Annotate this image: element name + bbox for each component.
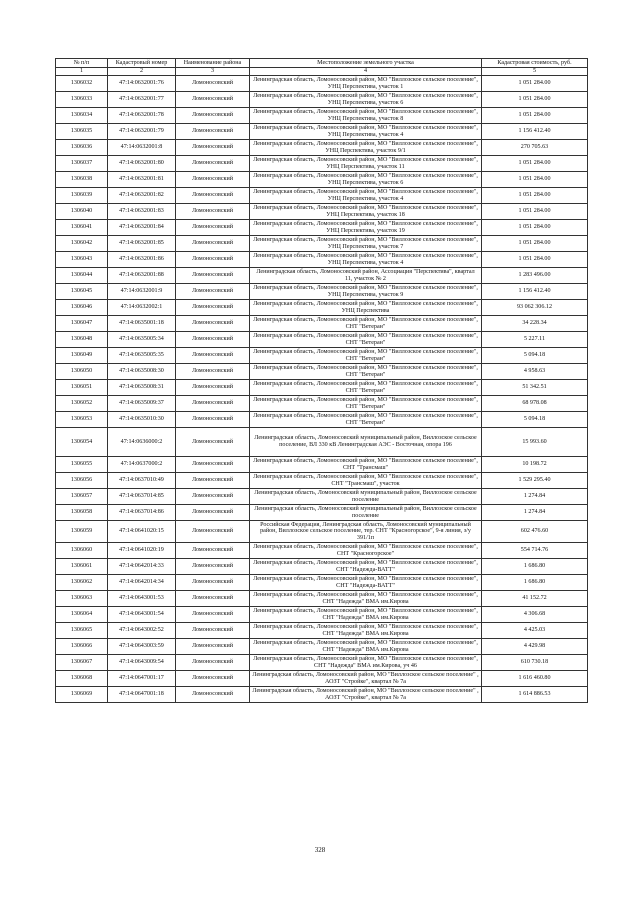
cadastral-number: 47:14:0635008:31	[108, 380, 176, 396]
table-row	[56, 559, 588, 575]
location: Ленинградская область, Ломоносовский район, МО "Виллозское сельское поселение", СНТ "Ветеран"	[250, 332, 482, 348]
cadastral-value: 34 228.34	[482, 316, 588, 332]
row-index: 1306049	[56, 348, 108, 364]
row-index: 1306060	[56, 543, 108, 559]
row-index: 1306064	[56, 607, 108, 623]
row-index: 1306036	[56, 140, 108, 156]
location: Ленинградская область, Ломоносовский район, МО "Виллозское сельское поселение", УНЦ Перспектива, участок 4	[250, 188, 482, 204]
district-name: Ломоносовский	[176, 332, 250, 348]
table-row	[56, 623, 588, 639]
cadastral-number: 47:14:0635009:37	[108, 396, 176, 412]
cadastral-value: 5 227.11	[482, 332, 588, 348]
cadastral-value: 1 686.80	[482, 559, 588, 575]
location: Ленинградская область, Ломоносовский район, МО "Виллозское сельское поселение", УНЦ Перспектива, участок 4	[250, 124, 482, 140]
cadastral-value: 1 274.84	[482, 505, 588, 521]
district-name: Ломоносовский	[176, 559, 250, 575]
location: Российская Федерация, Ленинградская область, Ломоносовский муниципальный район, Виллозское сельское поселение, тер. СНТ "Красногорское", 9-я линия, з/у 391/1п	[250, 521, 482, 543]
cadastral-table	[55, 58, 588, 703]
table-row	[56, 220, 588, 236]
location: Ленинградская область, Ломоносовский район, МО "Виллозское сельское поселение", СНТ "Ветеран"	[250, 364, 482, 380]
table-row	[56, 204, 588, 220]
row-index: 1306068	[56, 671, 108, 687]
cadastral-number: 47:14:0643001:54	[108, 607, 176, 623]
row-index: 1306042	[56, 236, 108, 252]
district-name: Ломоносовский	[176, 124, 250, 140]
table-row	[56, 140, 588, 156]
cadastral-value: 5 094.18	[482, 348, 588, 364]
cadastral-value: 4 958.63	[482, 364, 588, 380]
table-row	[56, 364, 588, 380]
row-index: 1306037	[56, 156, 108, 172]
cadastral-value: 15 993.60	[482, 428, 588, 457]
row-index: 1306055	[56, 457, 108, 473]
cadastral-value: 602 476.60	[482, 521, 588, 543]
location: Ленинградская область, Ломоносовский район, МО "Виллозское сельское поселение", УНЦ Перспектива, участок 9	[250, 284, 482, 300]
cadastral-number: 47:14:0637014:85	[108, 489, 176, 505]
district-name: Ломоносовский	[176, 316, 250, 332]
table-row	[56, 428, 588, 457]
location: Ленинградская область, Ломоносовский муниципальный район, Виллозское сельское поселение	[250, 505, 482, 521]
cadastral-value: 1 686.80	[482, 575, 588, 591]
location: Ленинградская область, Ломоносовский район, МО "Виллозское сельское поселение", СНТ "Ветеран"	[250, 412, 482, 428]
location: Ленинградская область, Ломоносовский район, МО "Виллозское сельское поселение", УНЦ Перспектива, участок 6	[250, 92, 482, 108]
table-row	[56, 639, 588, 655]
table-row	[56, 489, 588, 505]
cadastral-value: 1 283 496.00	[482, 268, 588, 284]
location: Ленинградская область, Ломоносовский район, МО "Виллозское сельское поселение", СНТ "Надежда-ВАТТ"	[250, 575, 482, 591]
cadastral-number: 47:14:0637010:49	[108, 473, 176, 489]
table-row	[56, 92, 588, 108]
column-number: 2	[108, 68, 176, 76]
district-name: Ломоносовский	[176, 457, 250, 473]
row-index: 1306057	[56, 489, 108, 505]
cadastral-value: 4 429.98	[482, 639, 588, 655]
cadastral-number: 47:14:0643003:59	[108, 639, 176, 655]
cadastral-value: 1 051 284.00	[482, 92, 588, 108]
location: Ленинградская область, Ломоносовский район, МО "Виллозское сельское поселение", СНТ "Ветеран"	[250, 316, 482, 332]
header-value: Кадастровая стоимость, руб.	[482, 59, 588, 68]
location: Ленинградская область, Ломоносовский район, МО "Виллозское сельское поселение", УНЦ Перспектива, участок 6	[250, 172, 482, 188]
location: Ленинградская область, Ломоносовский район, МО "Виллозское сельское поселение", УНЦ Перспектива, участок 4	[250, 252, 482, 268]
location: Ленинградская область, Ломоносовский район, МО "Виллозское сельское поселение", СНТ "Надежда" ВМА им.Кирова	[250, 607, 482, 623]
cadastral-value: 5 094.18	[482, 412, 588, 428]
cadastral-number: 47:14:0647001:17	[108, 671, 176, 687]
location: Ленинградская область, Ломоносовский район, МО "Виллозское сельское поселение", СНТ "Ветеран"	[250, 348, 482, 364]
row-index: 1306048	[56, 332, 108, 348]
cadastral-value: 1 051 284.00	[482, 188, 588, 204]
district-name: Ломоносовский	[176, 607, 250, 623]
table-row	[56, 505, 588, 521]
district-name: Ломоносовский	[176, 687, 250, 703]
table-row	[56, 473, 588, 489]
column-number: 3	[176, 68, 250, 76]
table-row	[56, 348, 588, 364]
cadastral-value: 554 714.76	[482, 543, 588, 559]
district-name: Ломоносовский	[176, 348, 250, 364]
column-number: 5	[482, 68, 588, 76]
cadastral-value: 1 616 460.80	[482, 671, 588, 687]
district-name: Ломоносовский	[176, 268, 250, 284]
table-row	[56, 457, 588, 473]
table-row	[56, 172, 588, 188]
district-name: Ломоносовский	[176, 380, 250, 396]
cadastral-number: 47:14:0632001:86	[108, 252, 176, 268]
location: Ленинградская область, Ломоносовский район, МО "Виллозское сельское поселение", СНТ "Красногорское"	[250, 543, 482, 559]
cadastral-value: 1 274.84	[482, 489, 588, 505]
row-index: 1306034	[56, 108, 108, 124]
row-index: 1306032	[56, 76, 108, 92]
table-row	[56, 236, 588, 252]
table-row	[56, 188, 588, 204]
district-name: Ломоносовский	[176, 188, 250, 204]
cadastral-value: 1 051 284.00	[482, 204, 588, 220]
cadastral-value: 51 342.51	[482, 380, 588, 396]
row-index: 1306040	[56, 204, 108, 220]
cadastral-number: 47:14:0635008:30	[108, 364, 176, 380]
district-name: Ломоносовский	[176, 92, 250, 108]
cadastral-number: 47:14:0632001:77	[108, 92, 176, 108]
district-name: Ломоносовский	[176, 591, 250, 607]
location: Ленинградская область, Ломоносовский район, МО "Виллозское сельское поселение", УНЦ Перспектива	[250, 300, 482, 316]
cadastral-number: 47:14:0635005:35	[108, 348, 176, 364]
row-index: 1306052	[56, 396, 108, 412]
location: Ленинградская область, Ломоносовский район, МО "Виллозское сельское поселение", СНТ "Надежда" ВМА им.Кирова, уч 46	[250, 655, 482, 671]
district-name: Ломоносовский	[176, 505, 250, 521]
cadastral-number: 47:14:0637014:86	[108, 505, 176, 521]
column-number: 1	[56, 68, 108, 76]
district-name: Ломоносовский	[176, 655, 250, 671]
row-index: 1306061	[56, 559, 108, 575]
cadastral-value: 610 730.18	[482, 655, 588, 671]
cadastral-value: 1 051 284.00	[482, 220, 588, 236]
cadastral-number: 47:14:0632002:1	[108, 300, 176, 316]
table-row	[56, 300, 588, 316]
header-row	[56, 59, 588, 68]
district-name: Ломоносовский	[176, 575, 250, 591]
table-row	[56, 284, 588, 300]
cadastral-number: 47:14:0632001:78	[108, 108, 176, 124]
cadastral-number: 47:14:0635010:30	[108, 412, 176, 428]
table-row	[56, 268, 588, 284]
location: Ленинградская область, Ломоносовский муниципальный район, Виллозское сельское поселение, ВЛ 330 кВ Ленинградская АЭС - Восточная, опора 196	[250, 428, 482, 457]
table-row	[56, 332, 588, 348]
cadastral-value: 68 978.08	[482, 396, 588, 412]
row-index: 1306053	[56, 412, 108, 428]
table-row	[56, 687, 588, 703]
cadastral-number: 47:14:0647001:18	[108, 687, 176, 703]
cadastral-value: 1 156 412.40	[482, 124, 588, 140]
location: Ленинградская область, Ломоносовский район, МО "Виллозское сельское поселение", СНТ "Трансмаш", участок	[250, 473, 482, 489]
table-row	[56, 252, 588, 268]
district-name: Ломоносовский	[176, 76, 250, 92]
location: Ленинградская область, Ломоносовский район, МО "Виллозское сельское поселение", СНТ "Надежда-ВАТТ"	[250, 559, 482, 575]
cadastral-value: 41 152.72	[482, 591, 588, 607]
location: Ленинградская область, Ломоносовский район, МО "Виллозское сельское поселение", УНЦ Перспектива, участок 7	[250, 236, 482, 252]
row-index: 1306045	[56, 284, 108, 300]
cadastral-number: 47:14:0632001:83	[108, 204, 176, 220]
district-name: Ломоносовский	[176, 543, 250, 559]
header-cadastral-number: Кадастровый номер	[108, 59, 176, 68]
row-index: 1306041	[56, 220, 108, 236]
cadastral-value: 270 705.63	[482, 140, 588, 156]
location: Ленинградская область, Ломоносовский район, МО "Виллозское сельское поселение", УНЦ Перспектива, участок 1	[250, 76, 482, 92]
location: Ленинградская область, Ломоносовский район, МО "Виллозское сельское поселение" , АОЗТ "Стройке", квартал № 7а	[250, 671, 482, 687]
district-name: Ломоносовский	[176, 521, 250, 543]
row-index: 1306069	[56, 687, 108, 703]
cadastral-number: 47:14:0632001:80	[108, 156, 176, 172]
location: Ленинградская область, Ломоносовский район, МО "Виллозское сельское поселение", СНТ "Ветеран"	[250, 396, 482, 412]
row-index: 1306046	[56, 300, 108, 316]
header-district: Наименование района	[176, 59, 250, 68]
cadastral-value: 10 198.72	[482, 457, 588, 473]
district-name: Ломоносовский	[176, 428, 250, 457]
table-row	[56, 543, 588, 559]
table-row	[56, 108, 588, 124]
cadastral-number: 47:14:0643001:53	[108, 591, 176, 607]
cadastral-number: 47:14:0632001:8	[108, 140, 176, 156]
row-index: 1306054	[56, 428, 108, 457]
location: Ленинградская область, Ломоносовский район, МО "Виллозское сельское поселение", УНЦ Перспектива, участок 8	[250, 108, 482, 124]
location: Ленинградская область, Ломоносовский район, МО "Виллозское сельское поселение", СНТ "Надежда" ВМА им.Кирова	[250, 623, 482, 639]
table-body	[56, 76, 588, 703]
row-index: 1306058	[56, 505, 108, 521]
table-row	[56, 655, 588, 671]
location: Ленинградская область, Ломоносовский район, МО "Виллозское сельское поселение", УНЦ Перспектива, участок 18	[250, 204, 482, 220]
district-name: Ломоносовский	[176, 364, 250, 380]
district-name: Ломоносовский	[176, 140, 250, 156]
cadastral-value: 1 529 295.40	[482, 473, 588, 489]
row-index: 1306066	[56, 639, 108, 655]
cadastral-value: 1 051 284.00	[482, 252, 588, 268]
district-name: Ломоносовский	[176, 252, 250, 268]
table-row	[56, 412, 588, 428]
location: Ленинградская область, Ломоносовский муниципальный район, Виллозское сельское поселение	[250, 489, 482, 505]
cadastral-number: 47:14:0632001:82	[108, 188, 176, 204]
cadastral-number: 47:14:0642014:34	[108, 575, 176, 591]
row-index: 1306035	[56, 124, 108, 140]
cadastral-number: 47:14:0632001:81	[108, 172, 176, 188]
district-name: Ломоносовский	[176, 412, 250, 428]
district-name: Ломоносовский	[176, 396, 250, 412]
location: Ленинградская область, Ломоносовский район, МО "Виллозское сельское поселение" , АОЗТ "Стройке", квартал № 7а	[250, 687, 482, 703]
cadastral-number: 47:14:0632001:76	[108, 76, 176, 92]
district-name: Ломоносовский	[176, 489, 250, 505]
row-index: 1306043	[56, 252, 108, 268]
row-index: 1306050	[56, 364, 108, 380]
district-name: Ломоносовский	[176, 172, 250, 188]
table-row	[56, 124, 588, 140]
district-name: Ломоносовский	[176, 639, 250, 655]
column-number-row	[56, 68, 588, 76]
row-index: 1306067	[56, 655, 108, 671]
location: Ленинградская область, Ломоносовский район, МО "Виллозское сельское поселение", УНЦ Перспектива, участок 9/1	[250, 140, 482, 156]
location: Ленинградская область, Ломоносовский район, МО "Виллозское сельское поселение", СНТ "Надежда" ВМА им.Кирова	[250, 639, 482, 655]
table-row	[56, 521, 588, 543]
cadastral-value: 1 051 284.00	[482, 172, 588, 188]
district-name: Ломоносовский	[176, 473, 250, 489]
district-name: Ломоносовский	[176, 284, 250, 300]
location: Ленинградская область, Ломоносовский район, МО "Виллозское сельское поселение", СНТ "Ветеран"	[250, 380, 482, 396]
table-row	[56, 671, 588, 687]
location: Ленинградская область, Ломоносовский район, Ассоциация "Перспектива", квартал 11, участок № 2	[250, 268, 482, 284]
district-name: Ломоносовский	[176, 156, 250, 172]
cadastral-value: 93 062 306.12	[482, 300, 588, 316]
cadastral-value: 1 051 284.00	[482, 108, 588, 124]
cadastral-number: 47:14:0641020:19	[108, 543, 176, 559]
header-index: № п/п	[56, 59, 108, 68]
cadastral-value: 1 051 284.00	[482, 156, 588, 172]
row-index: 1306059	[56, 521, 108, 543]
cadastral-number: 47:14:0643009:54	[108, 655, 176, 671]
district-name: Ломоносовский	[176, 671, 250, 687]
district-name: Ломоносовский	[176, 108, 250, 124]
row-index: 1306044	[56, 268, 108, 284]
cadastral-value: 1 051 284.00	[482, 236, 588, 252]
location: Ленинградская область, Ломоносовский район, МО "Виллозское сельское поселение", СНТ "Надежда" ВМА им.Кирова	[250, 591, 482, 607]
district-name: Ломоносовский	[176, 204, 250, 220]
cadastral-value: 1 156 412.40	[482, 284, 588, 300]
district-name: Ломоносовский	[176, 220, 250, 236]
cadastral-number: 47:14:0637000:2	[108, 457, 176, 473]
table-row	[56, 156, 588, 172]
column-number: 4	[250, 68, 482, 76]
page-number: 328	[314, 846, 326, 854]
row-index: 1306056	[56, 473, 108, 489]
location: Ленинградская область, Ломоносовский район, МО "Виллозское сельское поселение", УНЦ Перспектива, участок 19	[250, 220, 482, 236]
cadastral-number: 47:14:0635005:34	[108, 332, 176, 348]
row-index: 1306039	[56, 188, 108, 204]
cadastral-number: 47:14:0635001:18	[108, 316, 176, 332]
table-row	[56, 575, 588, 591]
cadastral-number: 47:14:0632001:84	[108, 220, 176, 236]
cadastral-number: 47:14:0642014:33	[108, 559, 176, 575]
location: Ленинградская область, Ломоносовский район, МО "Виллозское сельское поселение", СНТ "Трансмаш"	[250, 457, 482, 473]
cadastral-value: 1 051 284.00	[482, 76, 588, 92]
header-location: Местоположение земельного участка	[250, 59, 482, 68]
cadastral-value: 1 614 886.53	[482, 687, 588, 703]
table-row	[56, 591, 588, 607]
table-row	[56, 396, 588, 412]
row-index: 1306063	[56, 591, 108, 607]
cadastral-number: 47:14:0641020:15	[108, 521, 176, 543]
table-row	[56, 316, 588, 332]
cadastral-number: 47:14:0636000:2	[108, 428, 176, 457]
district-name: Ломоносовский	[176, 623, 250, 639]
cadastral-number: 47:14:0632001:79	[108, 124, 176, 140]
district-name: Ломоносовский	[176, 236, 250, 252]
row-index: 1306047	[56, 316, 108, 332]
row-index: 1306051	[56, 380, 108, 396]
cadastral-number: 47:14:0632001:85	[108, 236, 176, 252]
cadastral-number: 47:14:0632001:9	[108, 284, 176, 300]
location: Ленинградская область, Ломоносовский район, МО "Виллозское сельское поселение", УНЦ Перспектива, участок 11	[250, 156, 482, 172]
cadastral-value: 4 425.03	[482, 623, 588, 639]
row-index: 1306065	[56, 623, 108, 639]
cadastral-value: 4 306.68	[482, 607, 588, 623]
table-row	[56, 607, 588, 623]
row-index: 1306038	[56, 172, 108, 188]
cadastral-number: 47:14:0632001:88	[108, 268, 176, 284]
table-row	[56, 76, 588, 92]
table-row	[56, 380, 588, 396]
district-name: Ломоносовский	[176, 300, 250, 316]
row-index: 1306062	[56, 575, 108, 591]
cadastral-number: 47:14:0643002:52	[108, 623, 176, 639]
row-index: 1306033	[56, 92, 108, 108]
